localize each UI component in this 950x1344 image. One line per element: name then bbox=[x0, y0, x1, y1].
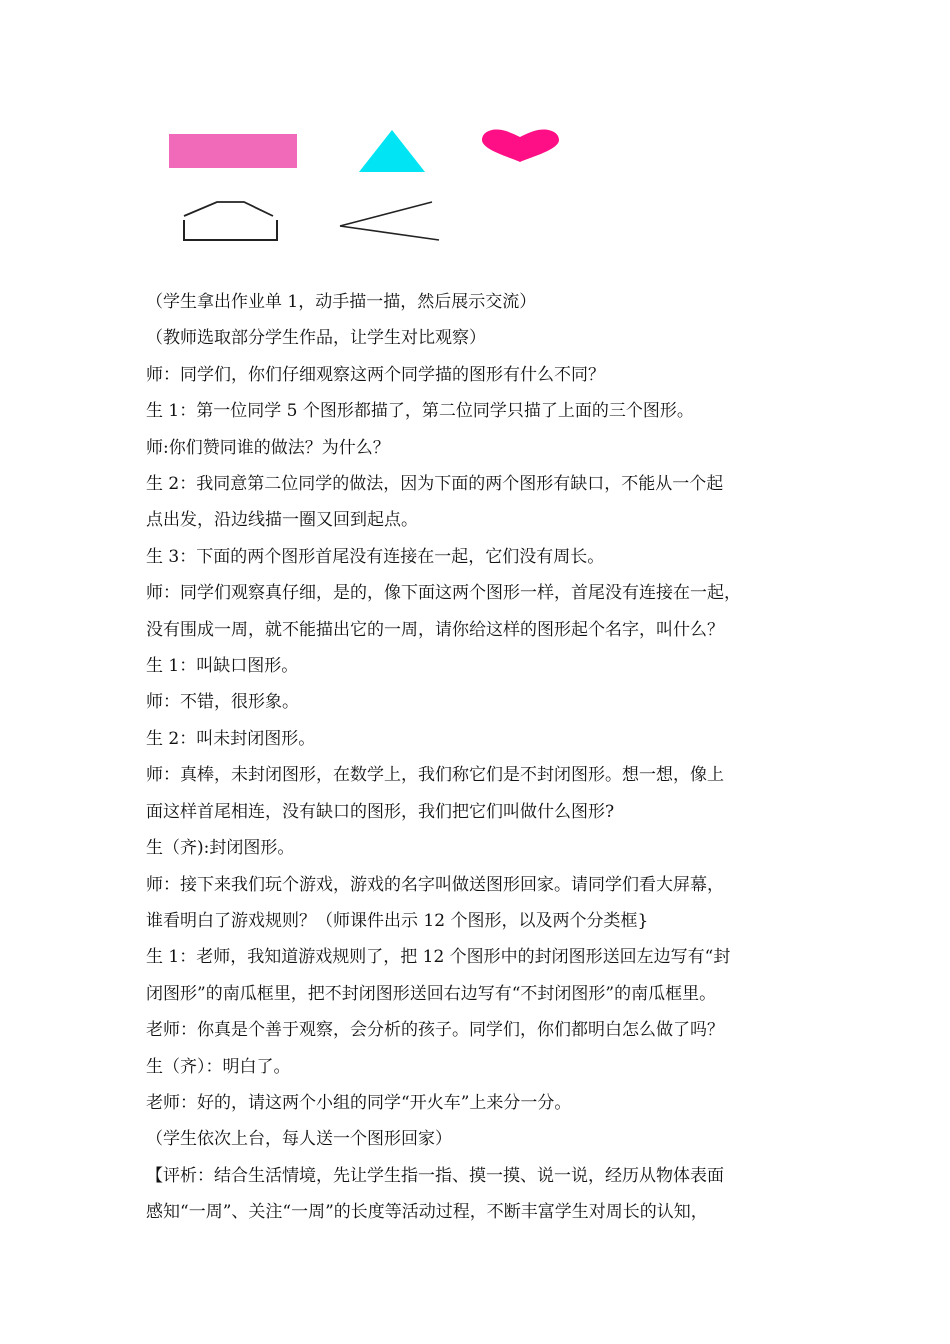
shapes-figure bbox=[160, 120, 580, 250]
rectangle-shape bbox=[169, 134, 297, 168]
text-line: 面这样首尾相连，没有缺口的图形，我们把它们叫做什么图形? bbox=[146, 801, 615, 822]
open-angle-line-lower bbox=[340, 226, 439, 240]
text-line: 师：同学们，你们仔细观察这两个同学描的图形有什么不同？ bbox=[146, 364, 605, 385]
text-line: 师：不错，很形象。 bbox=[146, 692, 299, 713]
text-line: 生 1：第一位同学 5 个图形都描了，第二位同学只描了上面的三个图形。 bbox=[146, 401, 694, 422]
open-house-outline bbox=[184, 220, 277, 240]
heart-shape bbox=[482, 129, 559, 162]
text-line: 生 3：下面的两个图形首尾没有连接在一起，它们没有周长。 bbox=[146, 546, 605, 567]
text-line: 师：接下来我们玩个游戏，游戏的名字叫做送图形回家。请同学们看大屏幕， bbox=[146, 874, 724, 895]
text-line: 感知“一周”、关注“一周”的长度等活动过程，不断丰富学生对周长的认知， bbox=[146, 1202, 708, 1223]
text-line: 生 2：我同意第二位同学的做法，因为下面的两个图形有缺口，不能从一个起 bbox=[146, 474, 724, 495]
text-line: （教师选取部分学生作品，让学生对比观察） bbox=[146, 328, 486, 349]
text-line: 生 2：叫未封闭图形。 bbox=[146, 728, 316, 749]
text-line: 师：同学们观察真仔细，是的，像下面这两个图形一样，首尾没有连接在一起， bbox=[146, 583, 741, 604]
triangle-shape bbox=[359, 130, 425, 172]
text-line: （学生拿出作业单 1，动手描一描，然后展示交流） bbox=[146, 292, 537, 312]
text-line: 师：真棒，未封闭图形，在数学上，我们称它们是不封闭图形。想一想，像上 bbox=[146, 765, 724, 786]
text-line: 点出发，沿边线描一圈又回到起点。 bbox=[146, 510, 418, 531]
text-line: 生 1：叫缺口图形。 bbox=[146, 656, 299, 677]
text-line: 师:你们赞同谁的做法？为什么？ bbox=[146, 437, 390, 458]
text-line: （学生依次上台，每人送一个图形回家） bbox=[146, 1129, 452, 1150]
open-house-roof bbox=[184, 202, 273, 216]
text-line: 生 1：老师，我知道游戏规则了，把 12 个图形中的封闭图形送回左边写有“封 bbox=[146, 947, 731, 968]
text-line: 没有围成一周，就不能描出它的一周，请你给这样的图形起个名字，叫什么？ bbox=[146, 619, 724, 640]
text-line: 老师：好的，请这两个小组的同学“开火车”上来分一分。 bbox=[146, 1092, 572, 1113]
text-line: 生（齐）：明白了。 bbox=[146, 1056, 291, 1077]
text-line: 谁看明白了游戏规则？（师课件出示 12 个图形，以及两个分类框} bbox=[146, 910, 649, 931]
text-line: 【评析：结合生活情境，先让学生指一指、摸一摸、说一说，经历从物体表面 bbox=[146, 1165, 724, 1186]
dialogue-text bbox=[146, 284, 826, 1231]
open-angle-line-upper bbox=[340, 202, 432, 226]
text-line: 生（齐):封闭图形。 bbox=[146, 838, 295, 859]
text-line: 老师：你真是个善于观察，会分析的孩子。同学们，你们都明白怎么做了吗？ bbox=[146, 1020, 724, 1041]
text-line: 闭图形”的南瓜框里，把不封闭图形送回右边写有“不封闭图形”的南瓜框里。 bbox=[146, 983, 717, 1004]
